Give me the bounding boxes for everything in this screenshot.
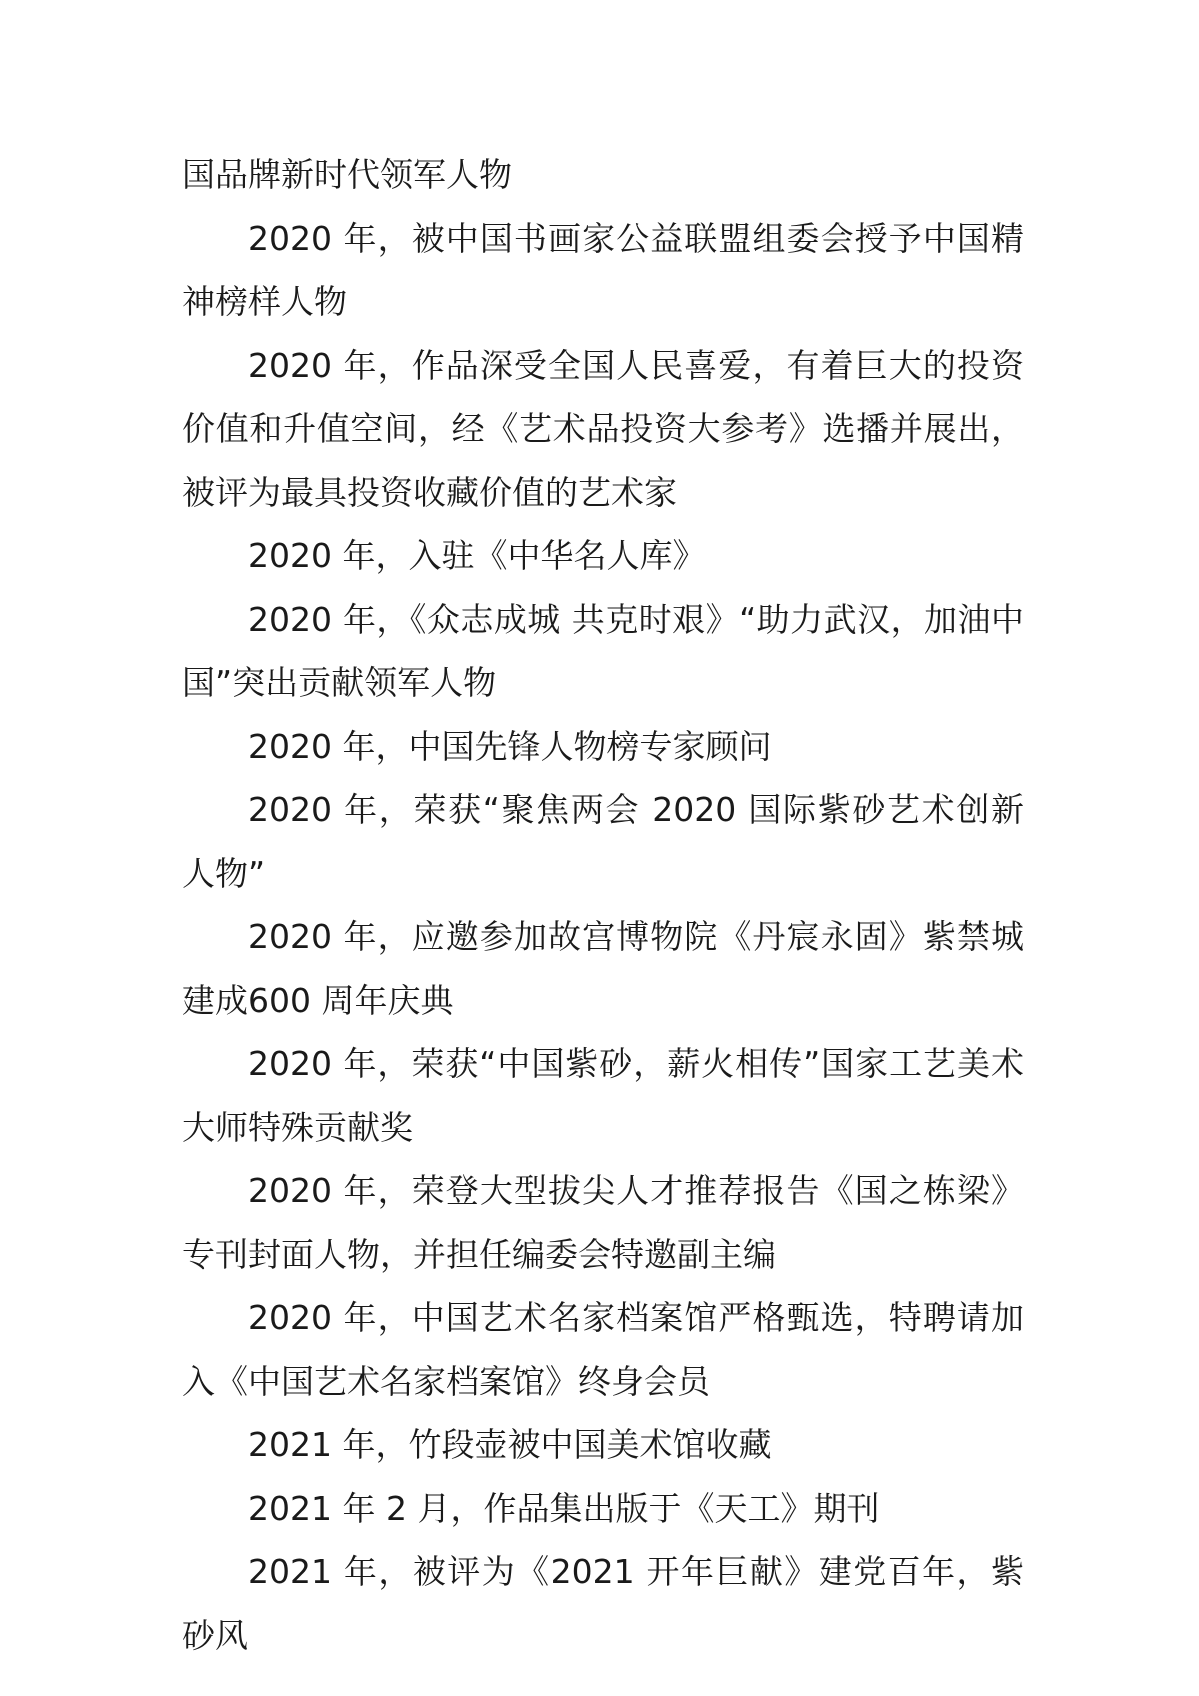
paragraph: 2020 年，作品深受全国人民喜爱，有着巨大的投资价值和升值空间，经《艺术品投资大参考》选播并展出，被评为最具投资收藏价值的艺术家 xyxy=(182,345,1024,512)
paragraph: 2020 年，被中国书画家公益联盟组委会授予中国精神榜样人物 xyxy=(182,218,1024,321)
paragraph: 2021 年，竹段壶被中国美术馆收藏 xyxy=(248,1425,772,1464)
paragraph: 2020 年，应邀参加故宫博物院《丹宸永固》紫禁城建成600 周年庆典 xyxy=(182,917,1024,1020)
paragraph: 2021 年 2 月，作品集出版于《天工》期刊 xyxy=(248,1488,880,1528)
paragraph: 2020 年，荣登大型拔尖人才推荐报告《国之栋梁》专刊封面人物，并担任编委会特邀副主编 xyxy=(182,1171,1024,1274)
paragraph: 2020 年，中国先锋人物榜专家顾问 xyxy=(248,726,772,766)
paragraph: 2020 年，《众志成城 共克时艰》“助力武汉，加油中国”突出贡献领军人物 xyxy=(182,599,1024,702)
body-text xyxy=(182,143,1024,1667)
paragraph: 2020 年，荣获“聚焦两会 2020 国际紫砂艺术创新人物” xyxy=(182,790,1024,893)
paragraph: 2020 年，中国艺术名家档案馆严格甄选，特聘请加入《中国艺术名家档案馆》终身会员 xyxy=(182,1298,1024,1401)
paragraph: 2021 年，被评为《2021 开年巨献》建党百年，紫砂风 xyxy=(182,1552,1024,1655)
paragraph: 2020 年，荣获“中国紫砂，薪火相传”国家工艺美术大师特殊贡献奖 xyxy=(182,1044,1024,1147)
paragraph: 2020 年，入驻《中华名人库》 xyxy=(248,536,706,575)
paragraph-continued: 国品牌新时代领军人物 xyxy=(182,155,512,194)
